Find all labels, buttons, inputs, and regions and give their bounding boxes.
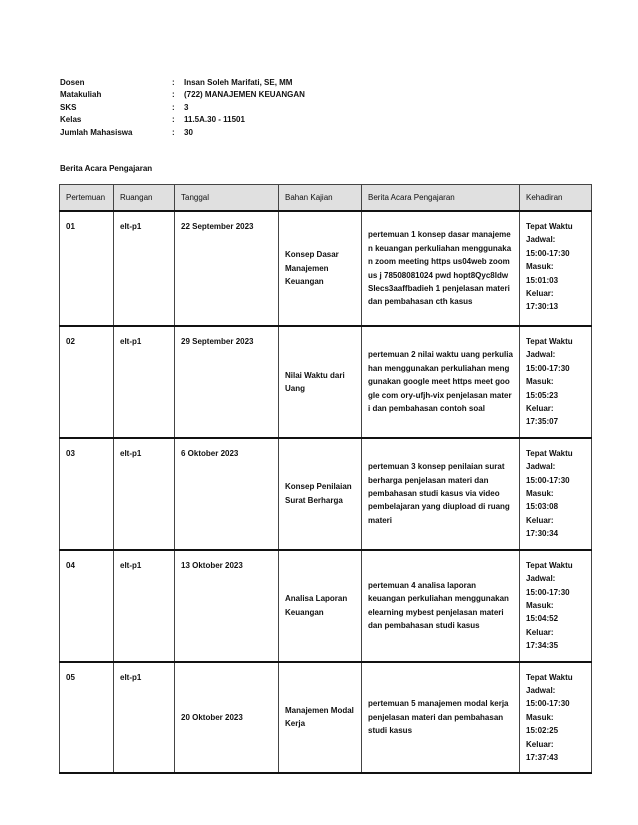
info-value: 11.5A.30 - 11501 — [184, 115, 245, 125]
info-row-matakuliah — [60, 89, 305, 102]
kehadiran-label: Masuk: — [526, 712, 554, 722]
section-title: Berita Acara Pengajaran — [60, 164, 153, 173]
info-value: 30 — [184, 127, 193, 137]
cell-pertemuan: 02 — [60, 326, 114, 438]
cell-bahan-kajian: Nilai Waktu dari Uang — [279, 326, 362, 438]
cell-pertemuan: 03 — [60, 438, 114, 550]
cell-pertemuan: 04 — [60, 550, 114, 662]
teaching-record-table — [59, 184, 592, 774]
table-row — [60, 326, 592, 438]
info-label: Matakuliah — [60, 90, 102, 100]
table-row — [60, 550, 592, 662]
table-row — [60, 211, 592, 326]
info-colon: : — [172, 102, 175, 112]
header-pertemuan: Pertemuan — [60, 185, 114, 212]
kehadiran-status: Tepat Waktu — [526, 448, 573, 458]
cell-tanggal: 22 September 2023 — [175, 211, 279, 326]
info-value: (722) MANAJEMEN KEUANGAN — [184, 90, 305, 100]
info-label: Dosen — [60, 77, 85, 87]
info-label: Kelas — [60, 115, 82, 125]
cell-ruangan: elt-p1 — [114, 662, 175, 774]
info-row-kelas — [60, 114, 305, 127]
info-row-jumlah-mahasiswa — [60, 126, 305, 139]
kehadiran-value: 15:00-17:30 — [526, 475, 570, 485]
cell-pertemuan: 05 — [60, 662, 114, 774]
kehadiran-label: Keluar: — [526, 739, 554, 749]
info-colon: : — [172, 115, 175, 125]
cell-ruangan: elt-p1 — [114, 438, 175, 550]
kehadiran-value: 15:04:52 — [526, 614, 559, 624]
info-label: SKS — [60, 102, 77, 112]
info-label: Jumlah Mahasiswa — [60, 127, 133, 137]
cell-kehadiran — [520, 662, 592, 774]
cell-bahan-kajian: Analisa Laporan Keuangan — [279, 550, 362, 662]
cell-kehadiran — [520, 550, 592, 662]
cell-tanggal: 6 Oktober 2023 — [175, 438, 279, 550]
kehadiran-value: 17:30:13 — [526, 302, 559, 312]
kehadiran-value: 15:00-17:30 — [526, 587, 570, 597]
header-berita-acara: Berita Acara Pengajaran — [362, 185, 520, 212]
info-value: 3 — [184, 102, 189, 112]
kehadiran-value: 15:00-17:30 — [526, 363, 570, 373]
header-ruangan: Ruangan — [114, 185, 175, 212]
kehadiran-label: Masuk: — [526, 600, 554, 610]
kehadiran-label: Keluar: — [526, 404, 554, 414]
cell-kehadiran — [520, 438, 592, 550]
kehadiran-label: Jadwal: — [526, 462, 556, 472]
kehadiran-label: Jadwal: — [526, 574, 556, 584]
table-row — [60, 662, 592, 774]
kehadiran-label: Jadwal: — [526, 235, 556, 245]
kehadiran-value: 17:30:34 — [526, 529, 559, 539]
kehadiran-status: Tepat Waktu — [526, 222, 573, 231]
cell-kehadiran — [520, 326, 592, 438]
kehadiran-label: Keluar: — [526, 515, 554, 525]
course-info — [60, 76, 305, 139]
info-row-dosen — [60, 76, 305, 89]
info-row-sks — [60, 101, 305, 114]
kehadiran-label: Keluar: — [526, 627, 554, 637]
cell-pertemuan: 01 — [60, 211, 114, 326]
info-colon: : — [172, 77, 175, 87]
kehadiran-value: 15:03:08 — [526, 502, 559, 512]
kehadiran-status: Tepat Waktu — [526, 672, 573, 682]
cell-berita-acara: pertemuan 2 nilai waktu uang perkuliahan menggunakan perkuliahan menggunakan google meet https meet google com ory-ufjh-vix penjelasan materi dan pembahasan contoh soal — [362, 326, 520, 438]
cell-tanggal: 29 September 2023 — [175, 326, 279, 438]
cell-tanggal: 20 Oktober 2023 — [175, 662, 279, 774]
cell-bahan-kajian: Konsep Dasar Manajemen Keuangan — [279, 211, 362, 326]
kehadiran-value: 17:34:35 — [526, 641, 559, 651]
header-kehadiran: Kehadiran — [520, 185, 592, 212]
cell-ruangan: elt-p1 — [114, 211, 175, 326]
kehadiran-label: Masuk: — [526, 489, 554, 499]
info-colon: : — [172, 90, 175, 100]
header-tanggal: Tanggal — [175, 185, 279, 212]
cell-berita-acara: pertemuan 3 konsep penilaian surat berharga penjelasan materi dan pembahasan studi kasus via video pembelajaran yang diupload di ruang materi — [362, 438, 520, 550]
cell-berita-acara: pertemuan 5 manajemen modal kerja penjelasan materi dan pembahasan studi kasus — [362, 662, 520, 774]
table-header-row — [60, 185, 592, 212]
kehadiran-value: 15:00-17:30 — [526, 248, 570, 258]
cell-ruangan: elt-p1 — [114, 550, 175, 662]
info-value: Insan Soleh Marifati, SE, MM — [184, 77, 293, 87]
cell-bahan-kajian: Konsep Penilaian Surat Berharga — [279, 438, 362, 550]
kehadiran-value: 15:05:23 — [526, 390, 559, 400]
kehadiran-value: 15:02:25 — [526, 726, 559, 736]
kehadiran-label: Keluar: — [526, 289, 554, 299]
info-colon: : — [172, 127, 175, 137]
header-bahan-kajian: Bahan Kajian — [279, 185, 362, 212]
cell-berita-acara: pertemuan 1 konsep dasar manajemen keuangan perkuliahan menggunakan zoom meeting https us04web zoom us j 78508081024 pwd hopt8Qyc8ldwSIecs3aaffbadieh 1 penjelasan materi dan pembahasan cth kasus — [362, 211, 520, 326]
kehadiran-label: Jadwal: — [526, 350, 556, 360]
table-row — [60, 438, 592, 550]
kehadiran-label: Masuk: — [526, 377, 554, 387]
kehadiran-status: Tepat Waktu — [526, 560, 573, 570]
kehadiran-status: Tepat Waktu — [526, 337, 573, 346]
cell-tanggal: 13 Oktober 2023 — [175, 550, 279, 662]
cell-bahan-kajian: Manajemen Modal Kerja — [279, 662, 362, 774]
kehadiran-label: Jadwal: — [526, 685, 556, 695]
kehadiran-value: 17:37:43 — [526, 752, 559, 762]
kehadiran-value: 15:01:03 — [526, 275, 559, 285]
kehadiran-label: Masuk: — [526, 262, 554, 272]
kehadiran-value: 17:35:07 — [526, 417, 559, 427]
cell-ruangan: elt-p1 — [114, 326, 175, 438]
cell-berita-acara: pertemuan 4 analisa laporan keuangan perkuliahan menggunakan elearning mybest penjelasan materi dan pembahasan studi kasus — [362, 550, 520, 662]
cell-kehadiran — [520, 211, 592, 326]
kehadiran-value: 15:00-17:30 — [526, 699, 570, 709]
